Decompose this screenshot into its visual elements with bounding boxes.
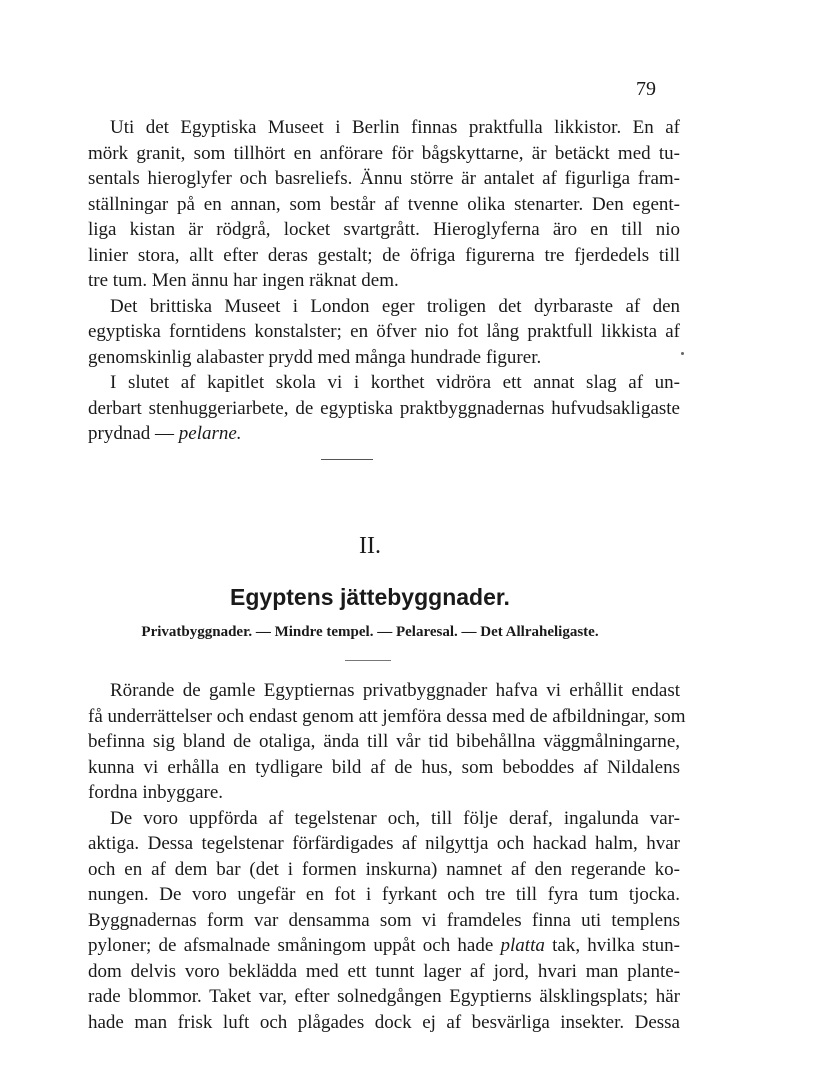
section-one-text (88, 115, 680, 447)
text-line-italic (88, 933, 680, 959)
text-line: och en af dem bar (det i formen inskurna) namnet af den regerande ko- (88, 858, 680, 880)
chapter-title: Egyptens jättebyggnader. (230, 584, 510, 610)
page-number: 79 (636, 78, 656, 100)
text-line: I slutet af kapitlet skola vi i korthet vidröra ett annat slag af un- (110, 372, 680, 393)
text-line: få underrättelser och endast genom att jemföra dessa med de afbildningar, som (88, 705, 686, 727)
stray-dot (681, 352, 684, 355)
text-line: nungen. De voro ungefär en fot i fyrkant och tre till fyra tum tjocka. (88, 884, 680, 905)
text-line: genomskinlig alabaster prydd med många hundrade figurer. (88, 346, 542, 368)
text-line: Rörande de gamle Egyptiernas privatbyggnader hafva vi erhållit endast (110, 680, 680, 701)
subtitle-divider (345, 660, 391, 661)
text-line: De voro uppförda af tegelstenar och, till följe deraf, ingalunda var- (110, 807, 680, 829)
text-line: mörk granit, som tillhört en anförare för bågskyttarne, är betäckt med tu- (88, 142, 680, 164)
text-line: liga kistan är rödgrå, locket svartgrått. Hieroglyferna äro en till nio (88, 219, 680, 240)
pelarne-emphasis: pelarne. (178, 423, 242, 444)
text-line: tre tum. Men ännu har ingen räknat dem. (88, 270, 399, 291)
text-line: linier stora, allt efter deras gestalt; de öfriga figurerna tre fjerdedels till (88, 244, 680, 266)
text-line: egyptiska forntidens konstalster; en öfver nio fot lång praktfull likkista af (88, 321, 680, 342)
text-line: rade blommor. Taket var, efter solnedgången Egyptierns älsklingsplats; här (88, 986, 680, 1007)
text-line: Det brittiska Museet i London eger troligen det dyrbaraste af den (110, 295, 680, 317)
text-line: kunna vi erhålla en tydligare bild af de hus, som beboddes af Nildalens (88, 756, 680, 778)
chapter-numeral: II. (359, 533, 381, 559)
text-line: sentals hieroglyfer och basreliefs. Ännu större är antalet af figurliga fram- (88, 168, 680, 189)
text-line: Uti det Egyptiska Museet i Berlin finnas praktfulla likkistor. En af (110, 117, 680, 138)
italic-line-before: pyloner; de afsmalnade småningom uppåt och hade (88, 935, 501, 956)
text-line: hade man frisk luft och plågades dock ej af besvärliga insekter. Dessa (88, 1011, 680, 1033)
text-line: befinna sig bland de otaliga, ända till vår tid bibehållna väggmålningarne, (88, 731, 680, 752)
section-divider (321, 459, 373, 460)
text-line: aktiga. Dessa tegelstenar förfärdigades af nilgyttja och hackad halm, hvar (88, 833, 680, 854)
text-line: derbart stenhuggeriarbete, de egyptiska praktbyggnadernas hufvudsakligaste (88, 397, 680, 419)
section-two-text (88, 678, 686, 1035)
platta-emphasis: platta (500, 935, 545, 956)
final-line-prefix: prydnad — (88, 423, 179, 444)
chapter-subtitle: Privatbyggnader. — Mindre tempel. — Pelaresal. — Det Allraheligaste. (141, 624, 599, 640)
text-line: dom delvis voro beklädda med ett tunnt lager af jord, hvari man plante- (88, 960, 680, 982)
text-line: Byggnadernas form var densamma som vi framdeles finna uti templens (88, 909, 680, 931)
text-line: fordna inbyggare. (88, 782, 224, 803)
italic-line-after: tak, hvilka stun- (544, 935, 681, 956)
text-line: ställningar på en annan, som består af tvenne olika stenarter. Den egent- (88, 193, 680, 215)
text-line-final (88, 421, 680, 447)
